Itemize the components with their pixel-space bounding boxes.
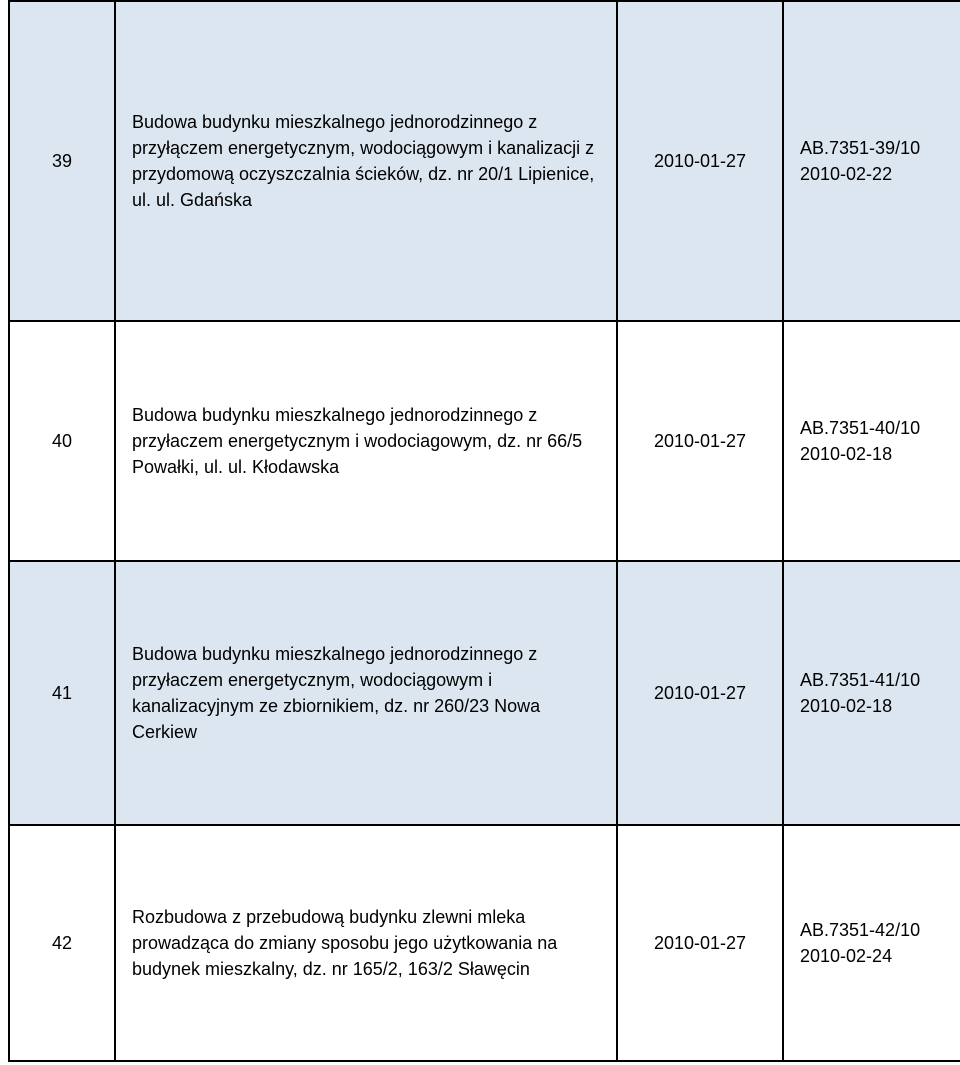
description-text: Budowa budynku mieszkalnego jednorodzinnego z przyłaczem energetycznym i wodociagowym, dz. nr 66/5 Powałki, ul. ul. Kłodawska (132, 405, 583, 477)
reference-number: AB.7351-40/10 (800, 418, 921, 438)
row-description (115, 825, 617, 1061)
row-reference (783, 561, 960, 825)
row-number: 39 (9, 1, 115, 321)
row-description (115, 561, 617, 825)
row-description (115, 1, 617, 321)
row-date: 2010-01-27 (617, 1, 783, 321)
reference-number: AB.7351-41/10 (800, 670, 921, 690)
table-row (9, 561, 960, 825)
reference-date: 2010-02-18 (800, 444, 893, 464)
description-text: Budowa budynku mieszkalnego jednorodzinnego z przyłączem energetycznym, wodociągowym i kanalizacji z przydomową oczyszczalnia ścieków, dz. nr 20/1 Lipienice, ul. ul. Gdańska (132, 112, 595, 210)
reference-date: 2010-02-22 (800, 164, 893, 184)
description-text: Budowa budynku mieszkalnego jednorodzinnego z przyłaczem energetycznym, wodociągowym i kanalizacyjnym ze zbiornikiem, dz. nr 260/23 Nowa Cerkiew (132, 644, 541, 742)
row-number: 40 (9, 321, 115, 561)
row-number: 41 (9, 561, 115, 825)
table-row (9, 321, 960, 561)
row-date: 2010-01-27 (617, 561, 783, 825)
table-row (9, 825, 960, 1061)
row-reference (783, 825, 960, 1061)
reference-date: 2010-02-18 (800, 696, 893, 716)
permit-register-table (8, 0, 960, 1062)
reference-number: AB.7351-42/10 (800, 920, 921, 940)
row-number: 42 (9, 825, 115, 1061)
table-row (9, 1, 960, 321)
description-text: Rozbudowa z przebudową budynku zlewni mleka prowadząca do zmiany sposobu jego użytkowania na budynek mieszkalny, dz. nr 165/2, 163/2 Sławęcin (132, 907, 558, 979)
reference-date: 2010-02-24 (800, 946, 893, 966)
row-date: 2010-01-27 (617, 825, 783, 1061)
reference-number: AB.7351-39/10 (800, 138, 921, 158)
row-date: 2010-01-27 (617, 321, 783, 561)
row-reference (783, 321, 960, 561)
row-reference (783, 1, 960, 321)
row-description (115, 321, 617, 561)
